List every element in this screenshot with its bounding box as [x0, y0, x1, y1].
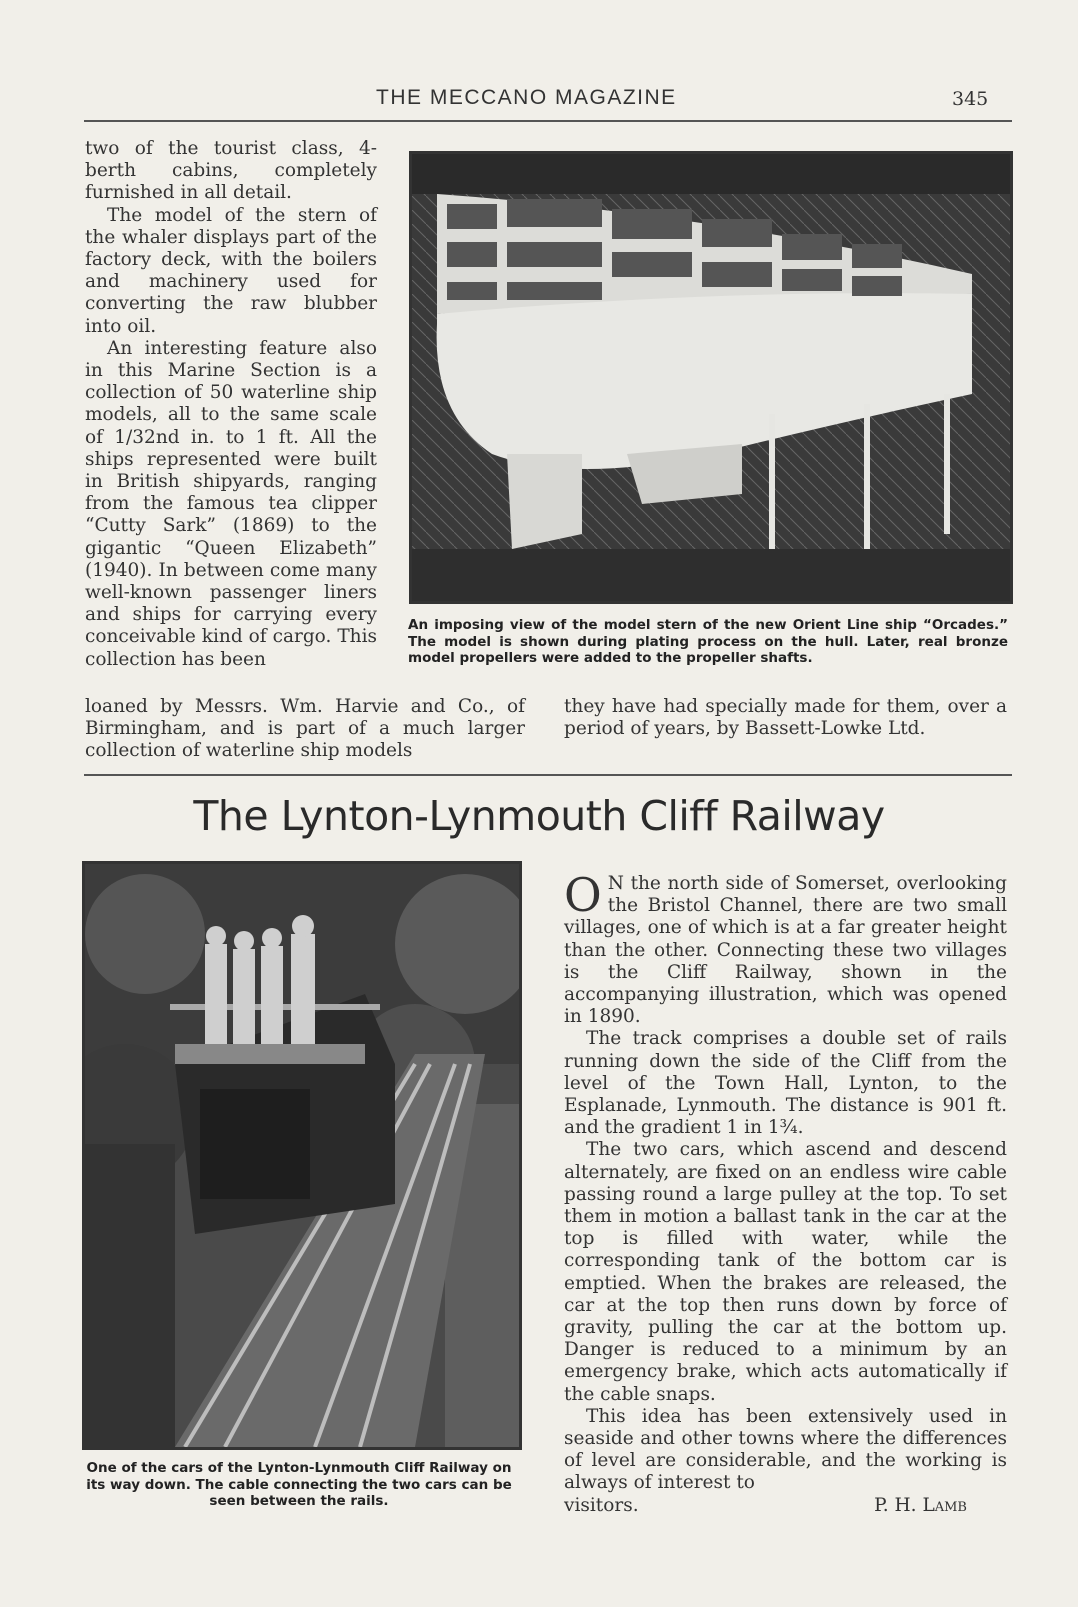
paragraph: two of the tourist class, 4-berth cabins, completely furnished in all detail. [85, 138, 377, 204]
ship-model-photo [409, 151, 1013, 604]
paragraph: The model of the stern of the whaler displays part of the factory deck, with the boilers and machinery used for converting the raw blubber into oil. [85, 204, 377, 337]
ship-photo-caption: An imposing view of the model stern of the new Orient Line ship “Orcades.” The model is shown during plating process on the hull. Later, real bronze model propellers were added to the propeller shafts. [408, 617, 1008, 666]
continuation-right: they have had specially made for them, over a period of years, by Bassett-Lowke Ltd. [564, 696, 1007, 740]
paragraph: An interesting feature also in this Marine Section is a collection of 50 waterline ship models, all to the same scale of 1/32nd in. to 1 ft. All the ships represented were built in British shipyards, ranging from the famous tea clipper “Cutty Sark” (1869) to the gigantic “Queen Elizabeth” (1940). In between come many well-known passenger liners and ships for carrying every conceivable kind of cargo. This collection has been [85, 337, 377, 670]
paragraph: The two cars, which ascend and descend alternately, are fixed on an endless wire cable passing round a large pulley at the top. To set them in motion a ballast tank in the car at the top is filled with water, while the corresponding tank of the bottom car is emptied. When the brakes are released, the car at the top then runs down by force of gravity, pulling the car at the bottom up. Danger is reduced to a minimum by an emergency brake, which acts automatically if the cable snaps. [564, 1139, 1007, 1405]
left-column-text [85, 138, 377, 671]
page-number: 345 [952, 88, 989, 110]
railway-photo-caption: One of the cars of the Lynton-Lynmouth Cliff Railway on its way down. The cable connecting the two cars can be seen between the rails. [86, 1460, 512, 1509]
paragraph: The track comprises a double set of rails running down the side of the Cliff from the level of the Town Hall, Lynton, to the Esplanade, Lynmouth. The distance is 901 ft. and the gradient 1 in 1¾. [564, 1028, 1007, 1139]
continuation-left: loaned by Messrs. Wm. Harvie and Co., of Birmingham, and is part of a much larger collection of waterline ship models [85, 696, 525, 762]
railway-photo [82, 861, 522, 1450]
signature-line [564, 1495, 1007, 1517]
article-text [564, 868, 1007, 1517]
drop-cap: O [564, 868, 602, 922]
section-rule [84, 774, 1012, 776]
paragraph: This idea has been extensively used in seaside and other towns where the differences of level are considerable, and the working is always of interest to [564, 1405, 1007, 1494]
magazine-title: THE MECCANO MAGAZINE [376, 86, 677, 109]
paragraph [564, 868, 1007, 1028]
ship-stern-image [412, 154, 1010, 601]
author-name: P. H. Lamb [874, 1494, 967, 1516]
article-headline: The Lynton-Lynmouth Cliff Railway [193, 792, 885, 840]
header-rule [84, 120, 1012, 122]
paragraph-text: N the north side of Somerset, overlooking the Bristol Channel, there are two small villages, one of which is at a far greater height than the other. Connecting these two villages is the Cliff Railway, shown in the accompanying illustration, which was opened in 1890. [564, 873, 1007, 1028]
cliff-railway-image [85, 864, 519, 1447]
closing-word: visitors. [564, 1494, 639, 1516]
